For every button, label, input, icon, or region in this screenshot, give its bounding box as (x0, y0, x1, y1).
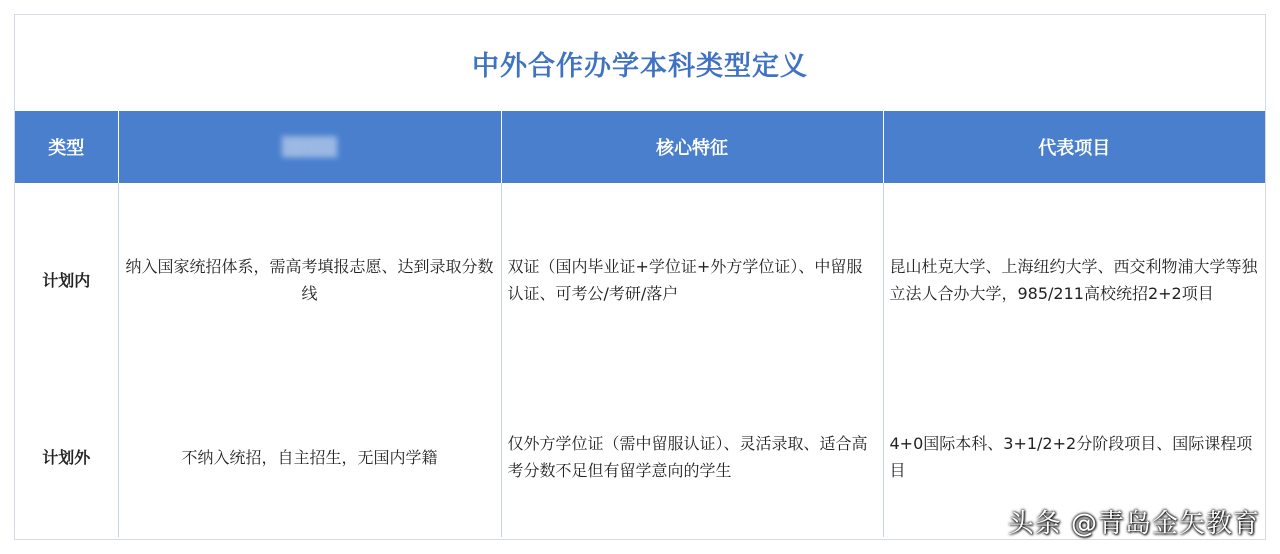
row-core-features: 双证（国内毕业证+学位证+外方学位证）、中留服认证、可考公/考研/落户 (501, 183, 883, 377)
row-core-features: 仅外方学位证（需中留服认证）、灵活录取、适合高考分数不足但有留学意向的学生 (501, 377, 883, 537)
row-description: 不纳入统招，自主招生，无国内学籍 (118, 377, 501, 537)
row-type-label: 计划外 (15, 377, 118, 537)
page-title: 中外合作办学本科类型定义 (472, 50, 808, 82)
row-description: 纳入国家统招体系，需高考填报志愿、达到录取分数线 (118, 183, 501, 377)
row-representative-projects: 昆山杜克大学、上海纽约大学、西交利物浦大学等独立法人合办大学，985/211高校统招2+2项目 (889, 257, 1258, 303)
header-description (118, 111, 501, 183)
definition-table (15, 111, 1265, 537)
row-representative-projects: 4+0国际本科、3+1/2+2分阶段项目、国际课程项目 (889, 434, 1253, 480)
definition-card (14, 14, 1266, 540)
header-core-features: 核心特征 (501, 111, 883, 183)
watermark: 头条 @青岛金矢教育 (1007, 509, 1260, 539)
header-type: 类型 (15, 111, 118, 183)
row-type-label: 计划内 (15, 183, 118, 377)
table-header-row (15, 111, 1265, 183)
header-representative-projects: 代表项目 (883, 111, 1265, 183)
table-row (15, 183, 1265, 377)
redacted-header-text: ▒▒▒▒ (281, 136, 338, 158)
